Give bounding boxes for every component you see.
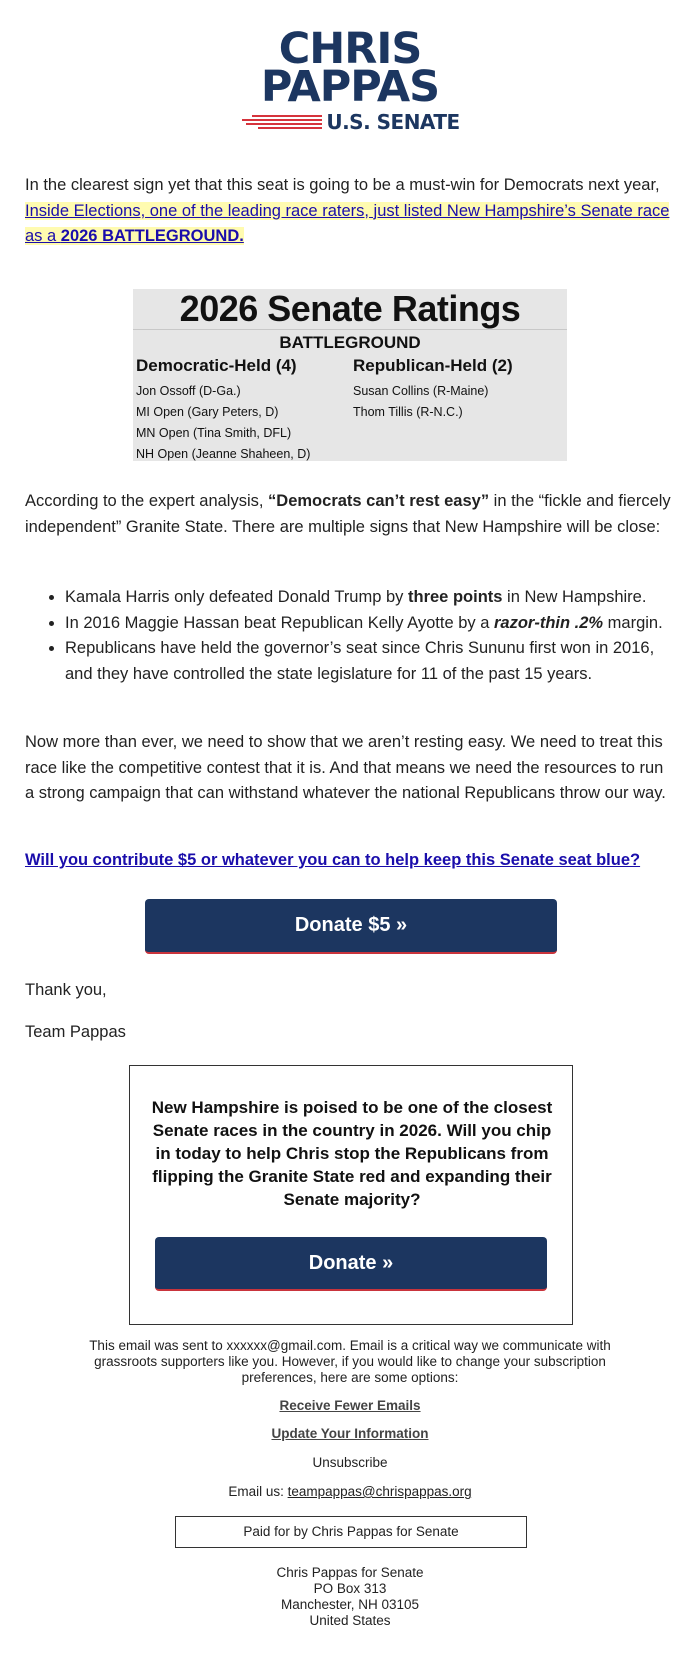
email-link[interactable]: teampappas@chrispappas.org xyxy=(287,1484,472,1499)
senate-ratings-image xyxy=(133,289,567,461)
footer-email xyxy=(0,1484,700,1499)
list-item xyxy=(65,611,675,637)
signs-list xyxy=(25,585,675,687)
donate-5-button[interactable]: Donate $5 » xyxy=(145,899,557,954)
analysis-post: in the “fickle and fiercely independent” Granite State. There are multiple signs that New Hampshire will be close: xyxy=(25,492,671,536)
analysis-pre: According to the expert analysis, xyxy=(25,492,269,510)
appeal-text: New Hampshire is poised to be one of the closest Senate races in the country in 2026. Will you chip in today to help Chris stop the Republicans from flipping the Granite State red and expanding their Senate majority? xyxy=(151,1098,553,1209)
dem-item: Jon Ossoff (D-Ga.) xyxy=(136,384,241,398)
intro-paragraph xyxy=(25,173,675,250)
list-item: • Republicans have held the governor’s seat since Chris Sununu first won in 2016, and they have controlled the state legislature for 11 of the past 15 years. xyxy=(65,636,675,687)
battleground-link-text: Inside Elections, one of the leading race raters, just listed New Hampshire’s Senate race as a xyxy=(25,201,670,245)
list-item-bold: three points xyxy=(408,588,503,606)
paid-for-disclaimer: Paid for by Chris Pappas for Senate xyxy=(175,1516,527,1548)
list-item-bold: razor-thin .2% xyxy=(493,613,604,632)
body-paragraph: Now more than ever, we need to show that we aren’t resting easy. We need to treat this race like the competitive contest that it is. And that means we need the resources to run a strong campaign that can withstand whatever the national Republicans throw our way. xyxy=(25,733,666,802)
thank-you-text: Thank you, xyxy=(25,981,107,999)
battleground-link-bold: 2026 BATTLEGROUND. xyxy=(60,227,244,245)
list-item-text: In 2016 Maggie Hassan beat Republican Kelly Ayotte by a xyxy=(65,613,494,632)
list-item-text: Kamala Harris only defeated Donald Trump by xyxy=(65,588,409,606)
address-line: United States xyxy=(309,1613,391,1628)
list-item-text: in New Hampshire. xyxy=(502,588,647,606)
logo-chris: CHRIS xyxy=(278,24,422,74)
address-line: PO Box 313 xyxy=(313,1581,387,1596)
campaign-logo xyxy=(0,24,700,134)
footer-update xyxy=(0,1426,700,1441)
rep-item: Susan Collins (R-Maine) xyxy=(353,384,489,398)
analysis-quote: “Democrats can’t rest easy” xyxy=(268,492,490,510)
team-signature: Team Pappas xyxy=(25,1023,126,1041)
contribute-link[interactable]: Will you contribute $5 or whatever you can to help keep this Senate seat blue? xyxy=(25,851,641,869)
unsubscribe-link[interactable]: Unsubscribe xyxy=(312,1455,388,1470)
intro-text: In the clearest sign yet that this seat is going to be a must-win for Democrats next year, xyxy=(25,176,660,194)
list-item xyxy=(65,585,675,611)
logo-subline xyxy=(0,110,700,134)
dem-item: MN Open (Tina Smith, DFL) xyxy=(136,426,292,440)
ratings-subtitle: BATTLEGROUND xyxy=(279,333,421,352)
update-information-link[interactable]: Update Your Information xyxy=(271,1426,429,1441)
logo-us-senate: U.S. SENATE xyxy=(326,110,460,134)
mailing-address xyxy=(0,1565,700,1629)
flag-stripes-icon xyxy=(240,114,322,130)
list-item-text: margin. xyxy=(603,613,663,632)
rep-item: Thom Tillis (R-N.C.) xyxy=(353,405,463,419)
receive-fewer-emails-link[interactable]: Receive Fewer Emails xyxy=(279,1398,421,1413)
address-line: Manchester, NH 03105 xyxy=(280,1597,420,1612)
rep-held-header: Republican-Held (2) xyxy=(353,356,513,375)
dem-held-header: Democratic-Held (4) xyxy=(136,356,297,375)
dem-item: MI Open (Gary Peters, D) xyxy=(136,405,279,419)
donate-button[interactable]: Donate » xyxy=(155,1237,547,1291)
address-line: Chris Pappas for Senate xyxy=(276,1565,424,1580)
battleground-link[interactable] xyxy=(25,202,669,246)
footer-fewer xyxy=(0,1398,700,1413)
logo-pappas: PAPPAS xyxy=(260,62,440,112)
footer-notice: This email was sent to xxxxxx@gmail.com. Email is a critical way we communicate with grassroots supporters like you. However, if you would like to change your subscription preferences, here are some options: xyxy=(89,1338,611,1385)
analysis-paragraph xyxy=(25,489,675,540)
email-label: Email us: xyxy=(228,1484,288,1499)
ratings-title: 2026 Senate Ratings xyxy=(133,289,567,330)
dem-item: NH Open (Jeanne Shaheen, D) xyxy=(136,447,311,461)
